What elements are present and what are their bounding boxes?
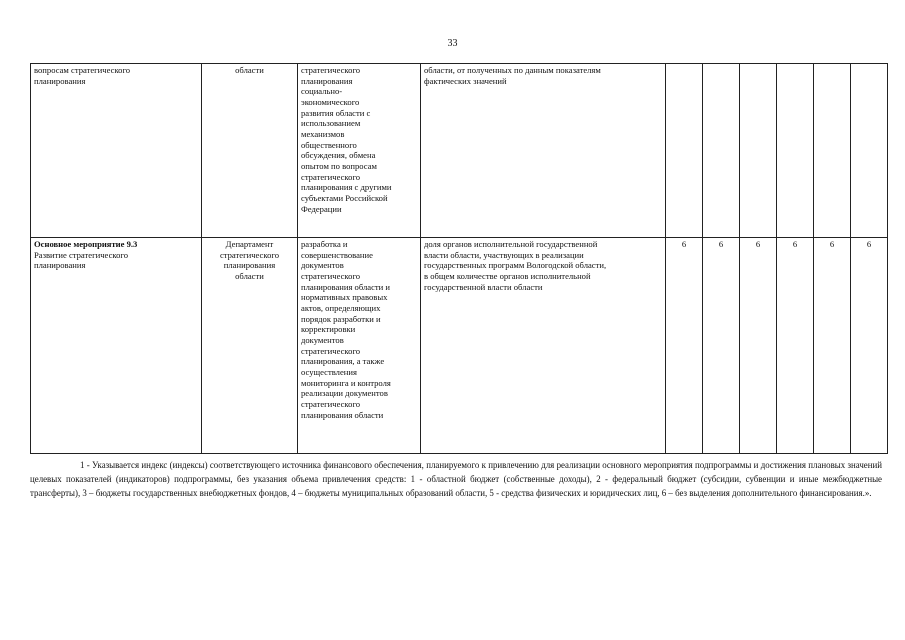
result-line: механизмов (301, 128, 345, 139)
program-table (30, 63, 888, 454)
result-line: мониторинга и контроля (301, 377, 391, 388)
result-line: осуществления (301, 366, 357, 377)
responsible-line: планирования (223, 260, 276, 271)
result-line: экономического (301, 96, 360, 107)
result-line: документов (301, 334, 344, 345)
result-line: документов (301, 260, 344, 271)
indicator-line: доля органов исполнительной государственной (424, 239, 598, 249)
expected-result-cell (298, 64, 421, 238)
footnote (30, 459, 882, 500)
value-cell (777, 64, 814, 238)
result-line: реализации документов (301, 388, 388, 399)
indicator-line: государственных программ Вологодской области, (424, 260, 607, 271)
responsible-text: области (235, 65, 264, 75)
responsible-line: области (235, 270, 264, 281)
result-line: планирования области и (301, 281, 391, 292)
responsible-line: стратегического (219, 249, 280, 260)
responsible-line: Департамент (225, 239, 274, 249)
result-line: опытом по вопросам (301, 160, 377, 171)
result-line: развития области с (301, 107, 371, 118)
responsible-cell (202, 238, 298, 454)
result-line: планирования, а также (301, 356, 385, 367)
indicator-cell (421, 238, 666, 454)
expected-result-cell (298, 238, 421, 454)
result-line: социально- (301, 86, 343, 97)
result-line: разработка и (301, 239, 348, 249)
value-cell: 6 (703, 238, 740, 454)
activity-name-line: планирования (34, 75, 86, 86)
value-cell: 6 (851, 238, 888, 454)
footnote-text: 1 - Указывается индекс (индексы) соответствующего источника финансового обеспечения, планируемого к привлечению для реализации основного мероприятия подпрограммы и достижения плановых значений целевых показателей (индикаторов) подпрограммы, без указания объема привлечения средств: 1 - областной бюджет (собственные доходы), 2 - федеральный бюджет (субсидии, субвенции и иные межбюджетные трансферты), 3 – бюджеты государственных внебюджетных фондов, 4 – бюджеты муниципальных образований области, 5 - средства физических и юридических лиц, 6 – без выделения дополнительного финансирования.». (30, 460, 882, 498)
indicator-line: фактических значений (424, 75, 507, 86)
result-line: актов, определяющих (301, 302, 381, 313)
value-cell: 6 (666, 238, 703, 454)
result-line: обсуждения, обмена (301, 150, 376, 161)
value-cell (666, 64, 703, 238)
result-line: нормативных правовых (301, 292, 388, 303)
result-line: стратегического (301, 171, 361, 182)
result-line: совершенствование (301, 249, 373, 260)
value-cell: 6 (814, 238, 851, 454)
value-cell (851, 64, 888, 238)
activity-name-line: вопросам стратегического (34, 65, 131, 75)
result-line: стратегического (301, 270, 361, 281)
result-line: Федерации (301, 203, 342, 214)
value-cell (740, 64, 777, 238)
table-row (31, 238, 888, 454)
value-cell (703, 64, 740, 238)
table-row (31, 64, 888, 238)
activity-name-cell (31, 238, 202, 454)
responsible-cell (202, 64, 298, 238)
value-cell: 6 (777, 238, 814, 454)
activity-name-line: Развитие стратегического (34, 249, 129, 260)
result-line: планирования (301, 75, 353, 86)
indicator-line: власти области, участвующих в реализации (424, 249, 584, 260)
result-line: планирования с другими (301, 182, 392, 193)
activity-title: Основное мероприятие 9.3 (34, 239, 138, 249)
result-line: планирования области (301, 409, 384, 420)
result-line: порядок разработки и (301, 313, 381, 324)
page-number: 33 (447, 38, 458, 49)
indicator-line: области, от полученных по данным показателям (424, 65, 601, 75)
result-line: стратегического (301, 345, 361, 356)
activity-name-line: планирования (34, 260, 86, 271)
value-cell (814, 64, 851, 238)
value-cell: 6 (740, 238, 777, 454)
result-line: стратегического (301, 65, 361, 75)
result-line: стратегического (301, 398, 361, 409)
result-line: субъектами Российской (301, 192, 388, 203)
result-line: общественного (301, 139, 357, 150)
result-line: корректировки (301, 324, 356, 335)
result-line: использованием (301, 118, 361, 129)
indicator-cell (421, 64, 666, 238)
activity-name-cell (31, 64, 202, 238)
indicator-line: в общем количестве органов исполнительной (424, 270, 591, 281)
indicator-line: государственной власти области (424, 281, 543, 292)
